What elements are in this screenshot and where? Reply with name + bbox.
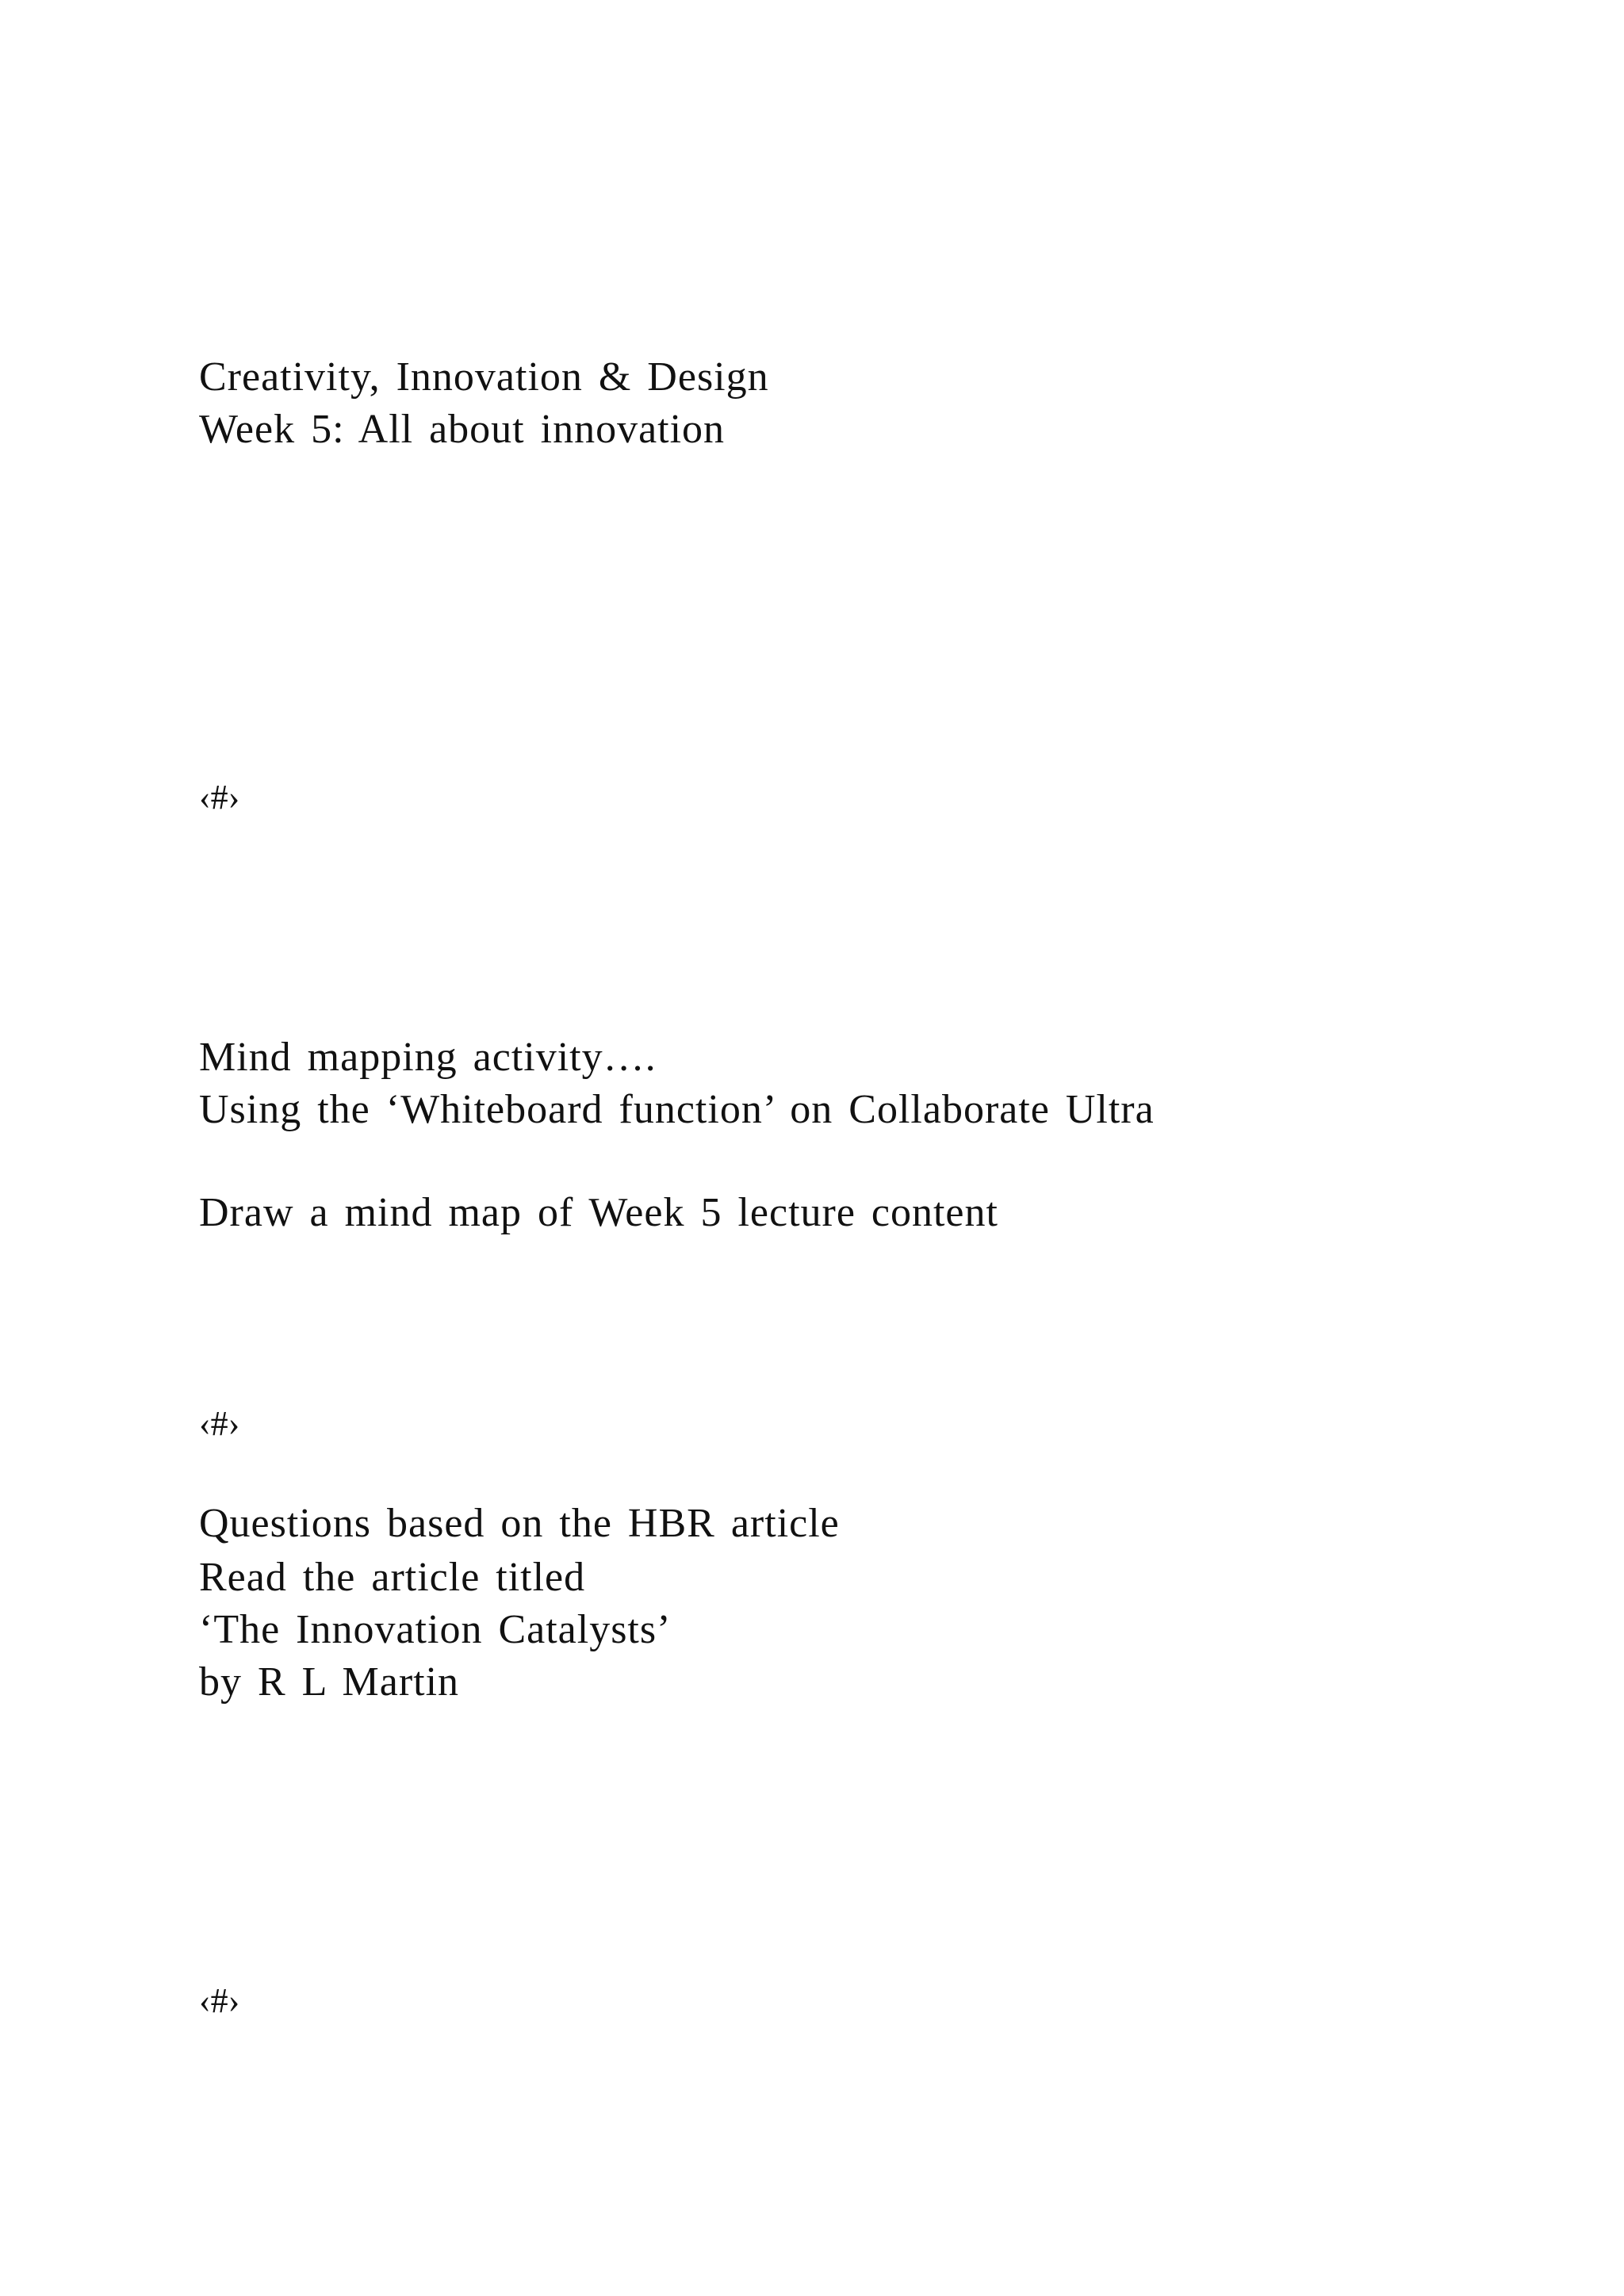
slide-3-heading: Questions based on the HBR article bbox=[199, 1501, 840, 1546]
slide-3-line-2: ‘The Innovation Catalysts’ bbox=[199, 1607, 672, 1652]
slide-2-heading: Mind mapping activity…. bbox=[199, 1035, 657, 1080]
slide-2-line-2: Draw a mind map of Week 5 lecture content bbox=[199, 1190, 998, 1235]
slide-1-title: Creativity, Innovation & Design bbox=[199, 354, 769, 400]
slide-2-number-placeholder: ‹#› bbox=[199, 1404, 240, 1443]
slide-3-line-3: by R L Martin bbox=[199, 1659, 460, 1705]
slide-3-number-placeholder: ‹#› bbox=[199, 1981, 240, 2020]
slide-1-number-placeholder: ‹#› bbox=[199, 778, 240, 817]
slide-3-line-1: Read the article titled bbox=[199, 1555, 586, 1600]
slide-1-subtitle: Week 5: All about innovation bbox=[199, 407, 726, 452]
slide-2-line-1: Using the ‘Whiteboard function’ on Collaborate Ultra bbox=[199, 1087, 1155, 1132]
